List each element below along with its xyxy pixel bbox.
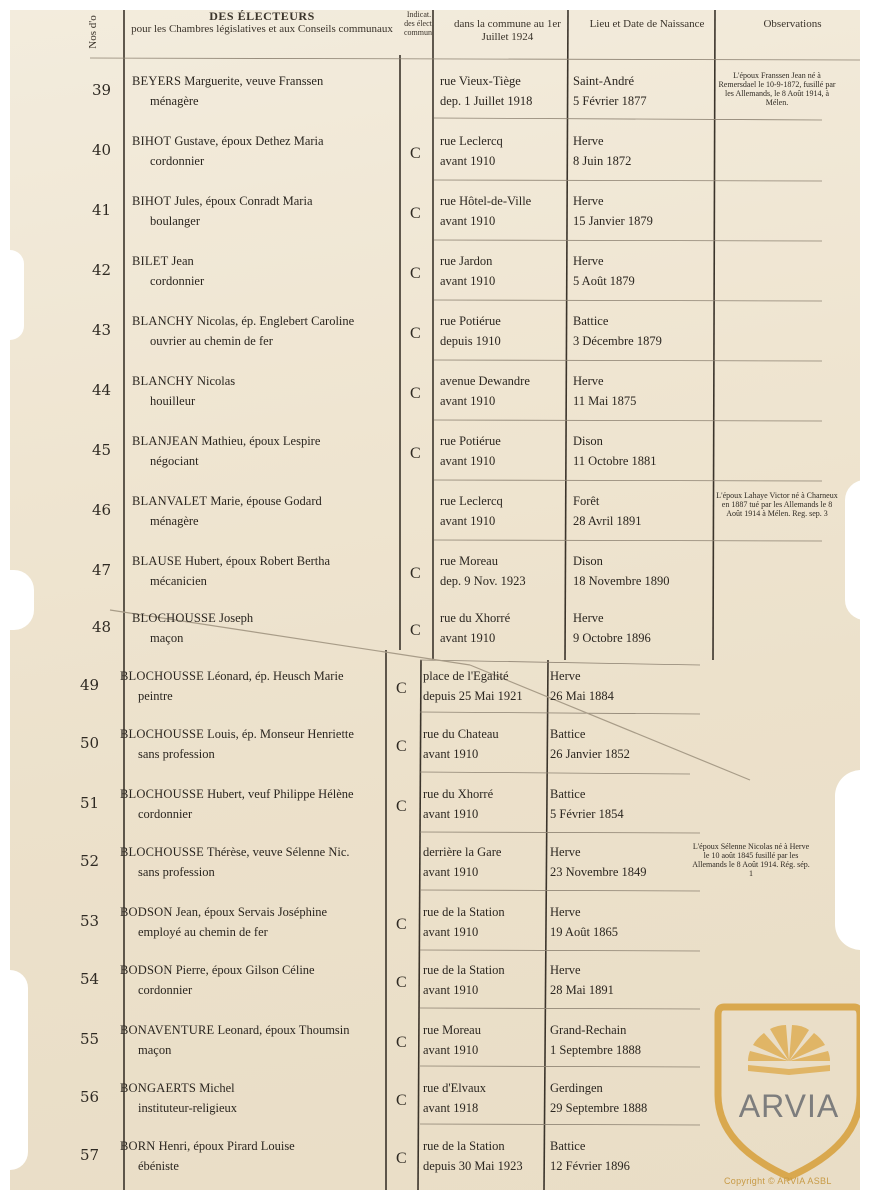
birth-place: Herve [550,963,581,977]
commune-indicator: C [396,1034,407,1051]
birth-place: Battice [550,787,586,801]
elector-surname: BODSON [120,905,173,919]
commune-indicator: C [396,974,407,991]
birth-place: Herve [573,374,604,388]
row-number: 53 [80,912,100,930]
elector-name [120,1020,350,1060]
elector-given-name: Pierre, époux Gilson Céline [175,963,315,977]
elector-given-name: Jules, époux Conradt Maria [174,194,313,208]
elector-profession: ménagère [150,514,199,528]
elector-surname: BIHOT [132,134,172,148]
birth-place: Grand-Rechain [550,1023,627,1037]
birth-info [573,131,631,171]
birth-date: 15 Janvier 1879 [573,214,653,228]
street: rue Leclercq [440,494,503,508]
copyright-notice: Copyright © ARVIA ASBL [724,1176,832,1186]
row-number: 57 [80,1146,100,1164]
elector-surname: BLAUSE [132,554,182,568]
elector-given-name: Marguerite, veuve Franssen [184,74,324,88]
birth-date: 8 Juin 1872 [573,154,632,168]
birth-info [550,666,614,706]
address [440,491,503,531]
street: rue Potiérue [440,434,501,448]
elector-profession: mécanicien [150,574,207,588]
elector-surname: BLOCHOUSSE [120,669,204,683]
residence-since: avant 1910 [423,807,479,821]
observation: L'époux Lahaye Victor né à Charneux en 1887 tué par les Allemands le 8 Août 1914 à Mélen. Reg. sep. 3 [716,491,838,518]
elector-name [132,431,320,471]
elector-given-name: Jean [171,254,194,268]
residence-since: avant 1910 [440,394,496,408]
elector-surname: BORN [120,1139,156,1153]
birth-place: Saint-André [573,74,635,88]
elector-surname: BILET [132,254,169,268]
birth-place: Herve [573,134,604,148]
birth-place: Herve [550,669,581,683]
birth-date: 11 Octobre 1881 [573,454,657,468]
commune-indicator: C [410,205,421,222]
address [423,842,501,882]
row-number: 49 [80,676,100,694]
birth-place: Dison [573,434,603,448]
elector-profession: peintre [138,689,173,703]
address [423,960,505,1000]
address [440,131,503,171]
birth-info [573,191,653,231]
commune-indicator: C [410,565,421,582]
elector-name [132,551,330,591]
row-number: 50 [80,734,100,752]
birth-place: Herve [573,254,604,268]
elector-surname: BLOCHOUSSE [120,845,204,859]
residence-since: avant 1910 [423,865,479,879]
elector-name [132,608,253,648]
elector-given-name: Henri, époux Pirard Louise [158,1139,295,1153]
elector-profession: négociant [150,454,199,468]
birth-place: Forêt [573,494,600,508]
register-page [10,10,860,1190]
elector-name [132,131,324,171]
birth-date: 18 Novembre 1890 [573,574,670,588]
birth-info [550,842,647,882]
birth-info [573,431,657,471]
birth-info [573,608,651,648]
address [440,431,501,471]
row-number: 40 [92,141,112,159]
address [440,551,526,591]
elector-surname: BLOCHOUSSE [120,787,204,801]
birth-date: 26 Mai 1884 [550,689,614,703]
elector-given-name: Hubert, veuf Philippe Hélène [207,787,354,801]
address [440,191,531,231]
observation: L'époux Sélenne Nicolas né à Herve le 10 août 1845 fusillé par les Allemands le 8 Août 1914. Rég. sép. 1 [692,842,810,878]
elector-given-name: Hubert, époux Robert Bertha [184,554,331,568]
street: place de l'Egalité [423,669,509,683]
birth-info [573,551,670,591]
elector-name [120,1078,237,1118]
birth-place: Dison [573,554,603,568]
row-number: 48 [92,618,112,636]
elector-surname: BLANCHY [132,314,194,328]
commune-indicator: C [396,798,407,815]
address [440,311,501,351]
commune-indicator: C [396,680,407,697]
birth-info [550,784,624,824]
elector-profession: ébéniste [138,1159,179,1173]
commune-indicator: C [410,445,421,462]
commune-indicator: C [410,385,421,402]
elector-given-name: Joseph [219,611,254,625]
row-number: 54 [80,970,100,988]
birth-place: Battice [550,1139,586,1153]
elector-given-name: Léonard, ép. Heusch Marie [207,669,344,683]
header-electeurs-title: DES ÉLECTEURS [209,10,315,23]
elector-given-name: Mathieu, époux Lespire [201,434,321,448]
birth-place: Herve [550,905,581,919]
elector-name [120,842,350,882]
address [423,1136,523,1176]
header-electeurs [128,10,396,36]
residence-since: depuis 25 Mai 1921 [423,689,523,703]
street: rue de la Station [423,963,505,977]
elector-name [132,71,323,111]
street: rue Potiérue [440,314,501,328]
row-number: 39 [92,81,112,99]
street: derrière la Gare [423,845,502,859]
birth-date: 1 Septembre 1888 [550,1043,641,1057]
header-number: Nos d'o [87,15,99,49]
residence-since: avant 1910 [440,514,496,528]
elector-profession: cordonnier [150,154,205,168]
elector-given-name: Marie, épouse Godard [210,494,322,508]
elector-name [120,902,327,942]
birth-info [573,491,642,531]
commune-indicator: C [396,1092,407,1109]
residence-since: avant 1910 [440,154,496,168]
birth-place: Battice [573,314,609,328]
elector-given-name: Leonard, époux Thoumsin [217,1023,350,1037]
elector-name [120,724,354,764]
birth-info [550,960,614,1000]
address [423,666,523,706]
birth-place: Gerdingen [550,1081,603,1095]
address [440,71,532,111]
elector-surname: BODSON [120,963,173,977]
street: rue Moreau [423,1023,481,1037]
birth-place: Herve [573,611,604,625]
residence-since: avant 1910 [423,747,479,761]
residence-since: avant 1910 [440,631,496,645]
residence-since: avant 1910 [440,274,496,288]
elector-name [120,784,354,824]
address [423,1078,486,1118]
residence-since: avant 1910 [440,454,496,468]
header-indication: Indicat. des élect. commun. [404,10,434,37]
birth-info [550,724,630,764]
address [440,251,495,291]
birth-info [573,371,636,411]
elector-profession: houilleur [150,394,196,408]
address [440,608,510,648]
residence-since: avant 1910 [440,214,496,228]
commune-indicator: C [410,622,421,639]
birth-date: 5 Février 1854 [550,807,624,821]
birth-info [550,902,618,942]
residence-since: dep. 1 Juillet 1918 [440,94,533,108]
street: rue Jardon [440,254,493,268]
address [423,1020,481,1060]
observation: L'époux Franssen Jean né à Remersdael le 10-9-1872, fusillé par les Allemands, le 8 Août 1914, à Mélen. [718,71,836,107]
commune-indicator: C [410,265,421,282]
elector-profession: maçon [138,1043,172,1057]
commune-indicator: C [396,1150,407,1167]
elector-surname: BLOCHOUSSE [120,727,204,741]
commune-indicator: C [396,916,407,933]
elector-profession: employé au chemin de fer [138,925,268,939]
street: rue du Xhorré [440,611,511,625]
elector-name [132,371,235,411]
commune-indicator: C [396,738,407,755]
header-observations: Observations [763,18,822,30]
residence-since: avant 1918 [423,1101,479,1115]
residence-since: avant 1910 [423,983,479,997]
elector-profession: sans profession [138,865,215,879]
street: rue Vieux-Tiège [440,74,521,88]
birth-date: 11 Mai 1875 [573,394,637,408]
birth-date: 28 Mai 1891 [550,983,614,997]
row-number: 43 [92,321,112,339]
residence-since: depuis 1910 [440,334,501,348]
street: rue Hôtel-de-Ville [440,194,532,208]
birth-date: 3 Décembre 1879 [573,334,662,348]
row-number: 42 [92,261,112,279]
birth-date: 23 Novembre 1849 [550,865,647,879]
birth-date: 28 Avril 1891 [573,514,642,528]
elector-profession: cordonnier [138,983,193,997]
row-number: 41 [92,201,112,219]
elector-surname: BLANJEAN [132,434,199,448]
elector-given-name: Nicolas, ép. Englebert Caroline [196,314,355,328]
elector-profession: cordonnier [138,807,193,821]
birth-date: 9 Octobre 1896 [573,631,651,645]
birth-place: Herve [550,845,581,859]
elector-name [132,311,354,351]
residence-since: depuis 30 Mai 1923 [423,1159,523,1173]
commune-indicator: C [410,145,421,162]
elector-name [132,251,204,291]
elector-surname: BONAVENTURE [120,1023,215,1037]
elector-surname: BIHOT [132,194,172,208]
address [423,724,499,764]
elector-name [132,491,322,531]
elector-profession: instituteur-religieux [138,1101,238,1115]
birth-date: 26 Janvier 1852 [550,747,630,761]
elector-surname: BLANVALET [132,494,208,508]
elector-profession: boulanger [150,214,200,228]
birth-info [573,71,647,111]
elector-surname: BLANCHY [132,374,194,388]
row-number: 55 [80,1030,100,1048]
elector-name [120,666,344,706]
table-header [10,10,860,65]
commune-indicator: C [410,325,421,342]
birth-date: 19 Août 1865 [550,925,619,939]
elector-given-name: Michel [199,1081,235,1095]
logo-text: ARVIA [738,1088,840,1124]
row-number: 45 [92,441,112,459]
address [423,902,505,942]
elector-name [120,960,315,1000]
birth-place: Battice [550,727,586,741]
elector-surname: BEYERS [132,74,182,88]
row-number: 56 [80,1088,100,1106]
address [440,371,530,411]
birth-date: 5 Août 1879 [573,274,635,288]
street: avenue Dewandre [440,374,530,388]
residence-since: avant 1910 [423,1043,479,1057]
street: rue Moreau [440,554,498,568]
elector-profession: cordonnier [150,274,205,288]
elector-surname: BLOCHOUSSE [132,611,216,625]
elector-profession: sans profession [138,747,215,761]
elector-given-name: Jean, époux Servais Joséphine [175,905,328,919]
elector-name [120,1136,295,1176]
birth-place: Herve [573,194,604,208]
birth-info [550,1136,630,1176]
street: rue du Xhorré [423,787,494,801]
arvia-logo [710,995,860,1185]
address [423,784,493,824]
row-number: 52 [80,852,100,870]
row-number: 46 [92,501,112,519]
street: rue de la Station [423,905,505,919]
street: rue du Chateau [423,727,499,741]
residence-since: dep. 9 Nov. 1923 [440,574,526,588]
birth-info [550,1020,641,1060]
birth-info [573,311,662,351]
elector-given-name: Gustave, époux Dethez Maria [174,134,324,148]
row-number: 47 [92,561,112,579]
street: rue de la Station [423,1139,505,1153]
elector-profession: ménagère [150,94,199,108]
street: rue d'Elvaux [423,1081,486,1095]
elector-surname: BONGAERTS [120,1081,197,1095]
elector-profession: maçon [150,631,184,645]
elector-profession: ouvrier au chemin de fer [150,334,273,348]
elector-given-name: Louis, ép. Monseur Henriette [207,727,354,741]
elector-given-name: Thérèse, veuve Sélenne Nic. [206,845,350,859]
birth-info [573,251,635,291]
header-birthplace: Lieu et Date de Naissance [589,18,705,30]
header-electeurs-sub: pour les Chambres législatives et aux Conseils communaux [131,23,393,35]
elector-name [132,191,313,231]
street: rue Leclercq [440,134,503,148]
header-commune: dans la commune au 1er Juillet 1924 [454,18,561,43]
birth-date: 29 Septembre 1888 [550,1101,648,1115]
birth-date: 12 Février 1896 [550,1159,630,1173]
row-number: 51 [80,794,100,812]
residence-since: avant 1910 [423,925,479,939]
birth-info [550,1078,647,1118]
row-number: 44 [92,381,112,399]
birth-date: 5 Février 1877 [573,94,647,108]
elector-given-name: Nicolas [196,374,236,388]
